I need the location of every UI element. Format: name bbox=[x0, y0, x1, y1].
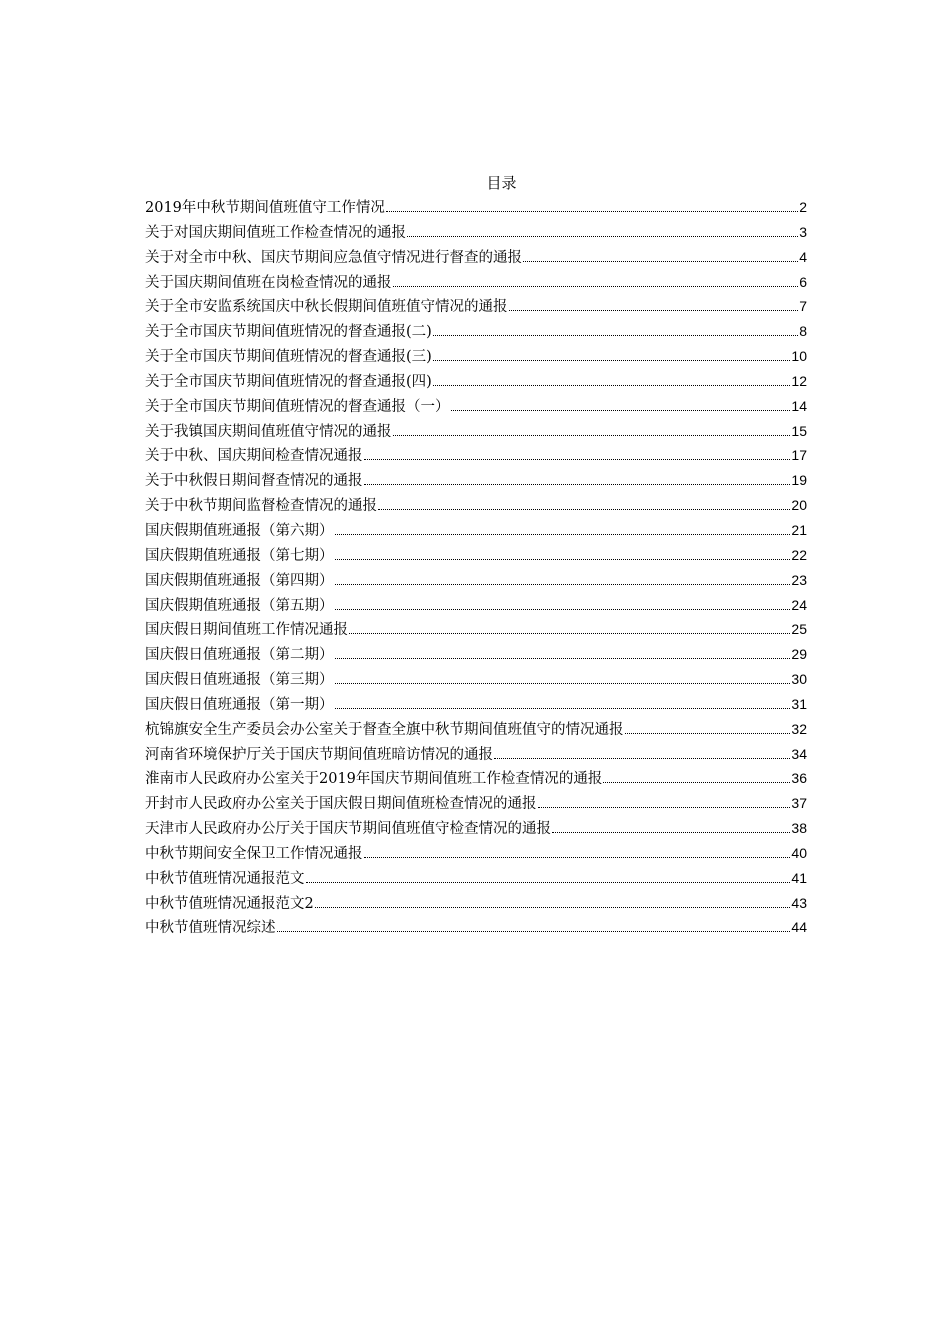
toc-entry[interactable] bbox=[145, 817, 807, 842]
toc-entry[interactable] bbox=[145, 594, 807, 619]
toc-dot-leader bbox=[335, 707, 791, 709]
toc-entry-page-number: 22 bbox=[791, 546, 807, 563]
toc-entry-page-number: 12 bbox=[791, 372, 807, 389]
toc-entry-page-number: 41 bbox=[791, 869, 807, 886]
toc-entry[interactable] bbox=[145, 320, 807, 345]
toc-entry-page-number: 30 bbox=[791, 671, 807, 688]
toc-entry[interactable] bbox=[145, 792, 807, 817]
toc-dot-leader bbox=[335, 682, 791, 684]
toc-dot-leader bbox=[451, 409, 791, 411]
toc-dot-leader bbox=[386, 210, 798, 212]
toc-entry-page-number: 17 bbox=[791, 447, 807, 464]
toc-dot-leader bbox=[306, 881, 791, 883]
toc-entry[interactable] bbox=[145, 271, 807, 296]
toc-entry-title: 中秋节值班情况综述 bbox=[145, 920, 276, 937]
toc-entry[interactable] bbox=[145, 196, 807, 221]
toc-entry-title: 国庆假期值班通报（第四期） bbox=[145, 572, 334, 589]
toc-entry-title: 天津市人民政府办公厅关于国庆节期间值班值守检查情况的通报 bbox=[145, 821, 551, 838]
toc-entry-page-number: 23 bbox=[791, 571, 807, 588]
toc-entry-page-number: 37 bbox=[791, 795, 807, 812]
toc-entry-page-number: 8 bbox=[799, 323, 807, 340]
toc-entry-page-number: 31 bbox=[791, 695, 807, 712]
toc-title: 目录 bbox=[486, 174, 517, 192]
toc-entry-title: 关于全市国庆节期间值班情况的督查通报(三) bbox=[145, 349, 432, 366]
toc-entry-page-number: 15 bbox=[791, 422, 807, 439]
toc-entry[interactable] bbox=[145, 246, 807, 271]
toc-dot-leader bbox=[364, 856, 791, 858]
toc-entry[interactable] bbox=[145, 618, 807, 643]
toc-entry-title: 开封市人民政府办公室关于国庆假日期间值班检查情况的通报 bbox=[145, 796, 537, 813]
toc-entry[interactable] bbox=[145, 221, 807, 246]
toc-entry[interactable] bbox=[145, 842, 807, 867]
toc-entry[interactable] bbox=[145, 444, 807, 469]
toc-dot-leader bbox=[364, 458, 791, 460]
toc-dot-leader bbox=[335, 583, 791, 585]
toc-entry-page-number: 29 bbox=[791, 646, 807, 663]
toc-entry[interactable] bbox=[145, 643, 807, 668]
toc-entry[interactable] bbox=[145, 295, 807, 320]
toc-entry-title: 关于全市国庆节期间值班情况的督查通报(二) bbox=[145, 324, 432, 341]
toc-entry[interactable] bbox=[145, 767, 807, 792]
toc-entry[interactable] bbox=[145, 420, 807, 445]
toc-dot-leader bbox=[335, 558, 791, 560]
toc-entry-title: 国庆假日期间值班工作情况通报 bbox=[145, 622, 348, 639]
toc-entry-title: 关于中秋、国庆期间检查情况通报 bbox=[145, 448, 363, 465]
toc-entry-title: 中秋节期间安全保卫工作情况通报 bbox=[145, 845, 363, 862]
toc-entry-page-number: 3 bbox=[799, 223, 807, 240]
toc-entry-page-number: 43 bbox=[791, 894, 807, 911]
toc-entry[interactable] bbox=[145, 544, 807, 569]
toc-entry[interactable] bbox=[145, 519, 807, 544]
toc-entry-title: 关于对国庆期间值班工作检查情况的通报 bbox=[145, 224, 406, 241]
toc-entry-page-number: 19 bbox=[791, 472, 807, 489]
toc-list bbox=[145, 196, 807, 941]
toc-entry-title: 中秋节值班情况通报范文 bbox=[145, 870, 305, 887]
toc-entry-title: 2019年中秋节期间值班值守工作情况 bbox=[145, 200, 385, 216]
toc-entry-page-number: 10 bbox=[791, 348, 807, 365]
toc-entry-page-number: 36 bbox=[791, 770, 807, 787]
toc-entry-title: 国庆假日值班通报（第三期） bbox=[145, 672, 334, 689]
toc-dot-leader bbox=[315, 906, 791, 908]
toc-dot-leader bbox=[277, 930, 791, 932]
toc-entry[interactable] bbox=[145, 693, 807, 718]
toc-dot-leader bbox=[335, 608, 791, 610]
toc-entry[interactable] bbox=[145, 892, 807, 917]
toc-entry[interactable] bbox=[145, 916, 807, 941]
toc-entry-page-number: 44 bbox=[791, 919, 807, 936]
toc-entry-title: 河南省环境保护厅关于国庆节期间值班暗访情况的通报 bbox=[145, 746, 493, 763]
toc-entry[interactable] bbox=[145, 718, 807, 743]
toc-entry[interactable] bbox=[145, 569, 807, 594]
toc-entry-page-number: 2 bbox=[799, 199, 807, 215]
toc-dot-leader bbox=[509, 309, 799, 311]
toc-entry-title: 关于我镇国庆期间值班值守情况的通报 bbox=[145, 423, 392, 440]
toc-dot-leader bbox=[552, 831, 790, 833]
toc-dot-leader bbox=[364, 483, 791, 485]
toc-entry-page-number: 34 bbox=[791, 745, 807, 762]
toc-entry-page-number: 25 bbox=[791, 621, 807, 638]
toc-entry-title: 国庆假期值班通报（第五期） bbox=[145, 597, 334, 614]
toc-entry-title: 中秋节值班情况通报范文2 bbox=[145, 895, 314, 912]
toc-entry-title: 关于全市安监系统国庆中秋长假期间值班值守情况的通报 bbox=[145, 299, 508, 316]
toc-entry[interactable] bbox=[145, 867, 807, 892]
toc-dot-leader bbox=[433, 334, 798, 336]
toc-entry[interactable] bbox=[145, 494, 807, 519]
toc-dot-leader bbox=[393, 285, 799, 287]
toc-dot-leader bbox=[433, 384, 791, 386]
toc-dot-leader bbox=[625, 732, 791, 734]
toc-entry-title: 国庆假日值班通报（第二期） bbox=[145, 647, 334, 664]
toc-entry-page-number: 20 bbox=[791, 497, 807, 514]
toc-dot-leader bbox=[523, 260, 798, 262]
toc-entry-title: 国庆假日值班通报（第一期） bbox=[145, 696, 334, 713]
toc-dot-leader bbox=[393, 434, 791, 436]
toc-entry-title: 关于全市国庆节期间值班情况的督查通报(四) bbox=[145, 373, 432, 390]
toc-entry[interactable] bbox=[145, 395, 807, 420]
toc-entry-page-number: 21 bbox=[791, 521, 807, 538]
toc-dot-leader bbox=[378, 508, 790, 510]
toc-entry[interactable] bbox=[145, 370, 807, 395]
toc-entry-title: 关于中秋假日期间督查情况的通报 bbox=[145, 473, 363, 490]
toc-entry-page-number: 24 bbox=[791, 596, 807, 613]
toc-entry-title: 关于中秋节期间监督检查情况的通报 bbox=[145, 498, 377, 515]
toc-entry[interactable] bbox=[145, 668, 807, 693]
toc-entry-title: 国庆假期值班通报（第七期） bbox=[145, 547, 334, 564]
toc-entry-page-number: 14 bbox=[791, 397, 807, 414]
toc-dot-leader bbox=[603, 781, 790, 783]
toc-entry-title: 杭锦旗安全生产委员会办公室关于督查全旗中秋节期间值班值守的情况通报 bbox=[145, 721, 624, 738]
toc-entry[interactable] bbox=[145, 345, 807, 370]
toc-dot-leader bbox=[335, 657, 791, 659]
toc-entry-page-number: 38 bbox=[791, 820, 807, 837]
toc-entry-page-number: 6 bbox=[799, 273, 807, 290]
toc-dot-leader bbox=[335, 533, 791, 535]
toc-entry-page-number: 40 bbox=[791, 844, 807, 861]
toc-entry-page-number: 7 bbox=[799, 298, 807, 315]
toc-entry-title: 淮南市人民政府办公室关于2019年国庆节期间值班工作检查情况的通报 bbox=[145, 771, 603, 788]
toc-dot-leader bbox=[433, 359, 791, 361]
toc-dot-leader bbox=[349, 632, 790, 634]
toc-dot-leader bbox=[538, 806, 791, 808]
toc-entry-title: 关于全市国庆节期间值班情况的督查通报（一） bbox=[145, 398, 450, 415]
toc-dot-leader bbox=[494, 757, 790, 759]
toc-entry-title: 关于对全市中秋、国庆节期间应急值守情况进行督查的通报 bbox=[145, 249, 522, 266]
toc-entry-title: 关于国庆期间值班在岗检查情况的通报 bbox=[145, 274, 392, 291]
toc-entry[interactable] bbox=[145, 469, 807, 494]
toc-entry-page-number: 32 bbox=[791, 720, 807, 737]
toc-entry[interactable] bbox=[145, 743, 807, 768]
toc-dot-leader bbox=[407, 235, 798, 237]
toc-entry-title: 国庆假期值班通报（第六期） bbox=[145, 522, 334, 539]
toc-entry-page-number: 4 bbox=[799, 248, 807, 265]
